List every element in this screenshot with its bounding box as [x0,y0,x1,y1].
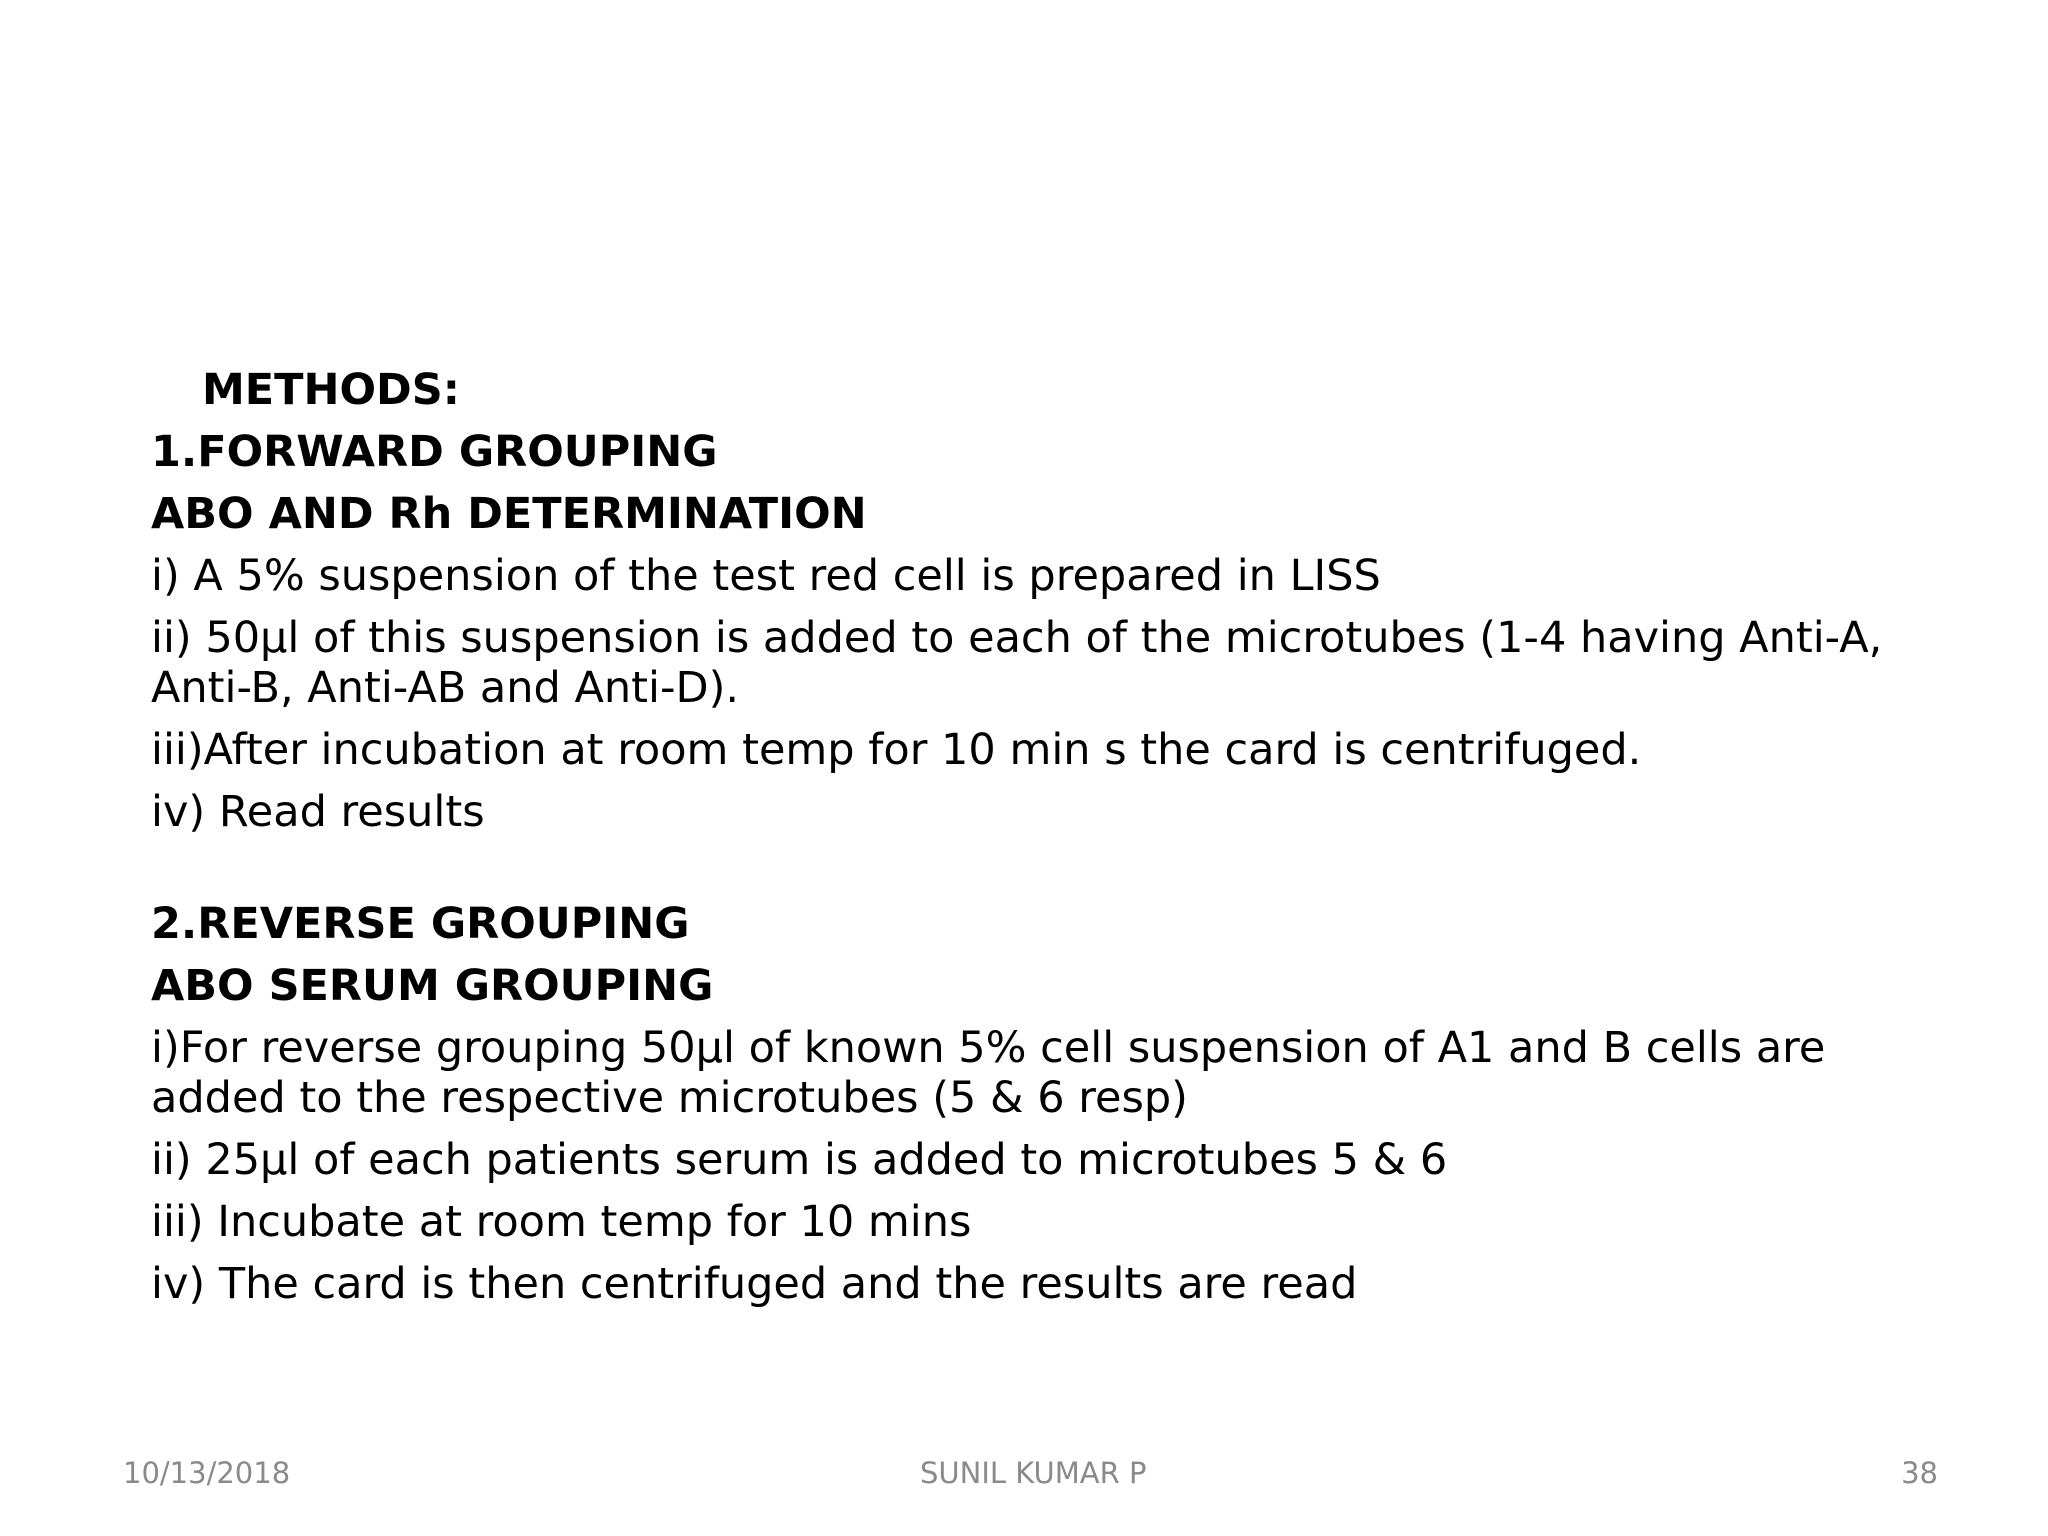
footer-date: 10/13/2018 [123,1456,291,1490]
slide-body [151,365,1921,1321]
forward-step-3: iii)After incubation at room temp for 10 min s the card is centrifuged. [151,725,1642,775]
methods-heading: METHODS: [202,365,460,415]
forward-grouping-subtitle: ABO AND Rh DETERMINATION [151,489,867,539]
reverse-step-4: iv) The card is then centrifuged and the results are read [151,1259,1358,1309]
forward-grouping-title: 1.FORWARD GROUPING [151,427,718,477]
reverse-step-2: ii) 25µl of each patients serum is added to microtubes 5 & 6 [151,1135,1448,1185]
page-number: 38 [1901,1456,1938,1490]
forward-step-4: iv) Read results [151,787,485,837]
section-spacer [151,849,1921,899]
forward-step-2: ii) 50µl of this suspension is added to each of the microtubes (1-4 having Anti-A, Anti-B, Anti-AB and Anti-D). [151,613,1883,713]
footer-author: SUNIL KUMAR P [920,1456,1147,1490]
reverse-step-3: iii) Incubate at room temp for 10 mins [151,1197,972,1247]
reverse-grouping-title: 2.REVERSE GROUPING [151,899,690,949]
reverse-grouping-subtitle: ABO SERUM GROUPING [151,961,714,1011]
forward-step-1: i) A 5% suspension of the test red cell is prepared in LISS [151,551,1381,601]
reverse-step-1: i)For reverse grouping 50µl of known 5% cell suspension of A1 and B cells are added to the respective microtubes (5 & 6 resp) [151,1023,1826,1123]
